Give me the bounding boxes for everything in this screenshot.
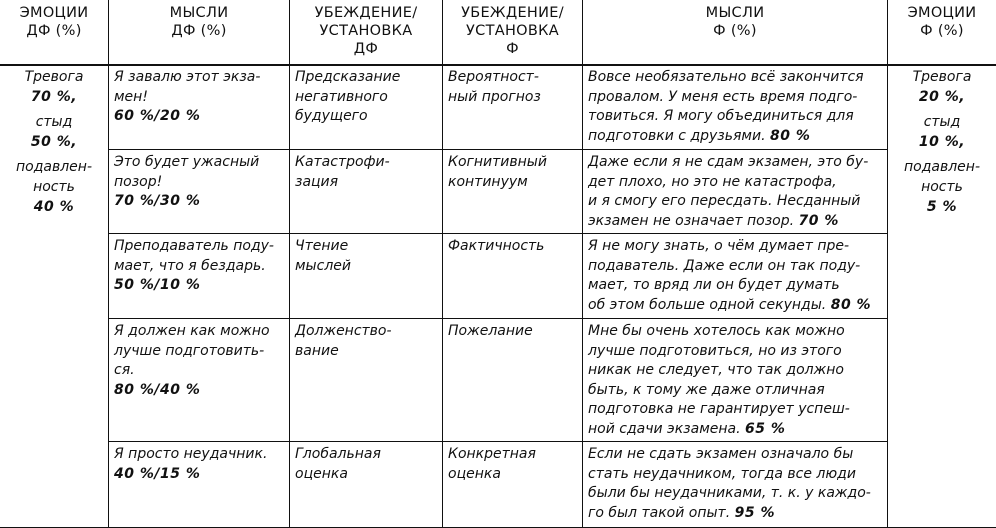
emotion-label: стыд: [923, 114, 961, 131]
thought-line: лучше подготовиться, но из этого: [588, 342, 842, 359]
col-divider-4: [582, 0, 583, 528]
header-text: УСТАНОВКА: [466, 23, 559, 39]
belief-line: негативного: [295, 88, 388, 105]
thought-rating: 70 %/30 %: [114, 193, 201, 210]
thought-line: Я не могу знать, о чём думает пре-: [588, 238, 850, 254]
thought-f-row-4: [588, 322, 884, 440]
belief-df-row-5: [295, 445, 440, 484]
belief-f-row-3: [448, 237, 580, 257]
col-divider-2: [289, 0, 290, 528]
emotion-label: Тревога: [912, 69, 972, 85]
thought-line: подаватель. Даже если он так поду-: [588, 257, 861, 274]
belief-line: оценка: [448, 465, 501, 482]
header-text: Ф: [506, 41, 519, 57]
belief-line: Когнитивный: [448, 154, 547, 170]
thought-line: Вовсе необязательно всё закончится: [588, 69, 864, 85]
emotion-value: 10 %,: [918, 133, 966, 150]
row-divider-4: [108, 441, 887, 442]
belief-df-row-2: [295, 153, 440, 192]
thought-line: мен!: [114, 88, 148, 105]
header-text: УБЕЖДЕНИЕ/: [314, 5, 418, 21]
belief-df-row-4: [295, 322, 440, 361]
thought-rating: 95 %: [734, 504, 775, 521]
emotion-label: Тревога: [24, 69, 84, 85]
belief-line: ный прогноз: [448, 88, 541, 105]
thought-f-row-2: [588, 153, 884, 231]
header-belief-df: [290, 4, 442, 58]
belief-line: Предсказание: [295, 69, 401, 85]
belief-line: мыслей: [295, 257, 351, 274]
header-text: УБЕЖДЕНИЕ/: [461, 5, 564, 21]
thought-f-row-1: [588, 68, 884, 146]
thought-f-row-3: [588, 237, 884, 315]
header-text: Ф (%): [713, 23, 757, 39]
thought-line: Это будет ужасный: [114, 154, 260, 170]
belief-f-row-1: [448, 68, 580, 107]
thought-line: ся.: [114, 362, 135, 379]
thought-line: Я просто неудачник.: [114, 446, 268, 462]
thought-line: подготовки с друзьями.: [588, 127, 766, 144]
emotion-value: 5 %: [926, 198, 958, 215]
thought-line: провалом. У меня есть время подго-: [588, 88, 858, 105]
thought-line: позор!: [114, 173, 163, 190]
belief-df-row-3: [295, 237, 440, 276]
thought-rating: 50 %/10 %: [114, 277, 201, 294]
thought-line: и я смогу его пересдать. Несданный: [588, 193, 861, 210]
emotion-label: ность: [921, 178, 963, 195]
thought-line: были бы неудачниками, т. к. у каждо-: [588, 485, 871, 502]
belief-line: зация: [295, 173, 339, 190]
thought-line: товиться. Я могу объединиться для: [588, 108, 854, 125]
thought-line: Преподаватель поду-: [114, 238, 274, 254]
thought-df-row-5: [114, 445, 286, 484]
emotions-df-cell: [0, 68, 108, 217]
belief-line: континуум: [448, 173, 528, 190]
col-divider-3: [442, 0, 443, 528]
header-text: ЭМОЦИИ: [19, 5, 89, 21]
emotions-f-cell: [888, 68, 996, 217]
emotion-value: 50 %,: [30, 133, 78, 150]
thought-line: никак не следует, что так должно: [588, 362, 844, 379]
header-text: УСТАНОВКА: [319, 23, 413, 39]
emotion-label: ность: [33, 178, 75, 195]
thought-rating: 60 %/20 %: [114, 108, 201, 125]
emotion-label: подавлен-: [16, 159, 92, 176]
col-divider-1: [108, 0, 109, 528]
header-thoughts-df: [109, 4, 289, 40]
thought-line: подготовка не гарантирует успеш-: [588, 401, 850, 418]
thought-rating: 40 %/15 %: [114, 465, 201, 482]
belief-line: Вероятност-: [448, 69, 539, 85]
thought-rating: 80 %: [769, 127, 811, 144]
belief-line: Фактичность: [448, 238, 545, 254]
header-text: ДФ (%): [171, 23, 227, 39]
thought-rating: 65 %: [745, 420, 786, 437]
thought-line: дет плохо, но это не катастрофа,: [588, 173, 837, 190]
thought-f-row-5: [588, 445, 884, 523]
header-separator: [0, 64, 996, 66]
belief-line: будущего: [295, 108, 368, 125]
belief-line: Конкретная: [448, 446, 536, 462]
row-divider-2: [108, 233, 887, 234]
belief-f-row-4: [448, 322, 580, 342]
thought-line: Я завалю этот экза-: [114, 69, 261, 85]
header-thoughts-f: [583, 4, 887, 40]
belief-line: Долженство-: [295, 323, 392, 339]
header-belief-f: [443, 4, 582, 58]
thought-df-row-2: [114, 153, 286, 212]
thought-line: Если не сдать экзамен означало бы: [588, 446, 854, 462]
row-divider-3: [108, 318, 887, 319]
emotion-label: стыд: [35, 114, 73, 131]
header-text: МЫСЛИ: [169, 5, 229, 21]
row-divider-1: [108, 149, 887, 150]
belief-line: Глобальная: [295, 446, 381, 462]
thought-line: Я должен как можно: [114, 323, 270, 339]
belief-line: Чтение: [295, 238, 349, 254]
thought-line: го был такой опыт.: [588, 504, 731, 521]
belief-line: Катастрофи-: [295, 154, 390, 170]
thought-line: об этом больше одной секунды.: [588, 296, 827, 313]
belief-line: оценка: [295, 465, 348, 482]
header-text: МЫСЛИ: [705, 5, 765, 21]
belief-f-row-2: [448, 153, 580, 192]
emotion-value: 40 %: [33, 198, 75, 215]
header-text: ЭМОЦИИ: [907, 5, 977, 21]
emotion-value: 20 %,: [918, 88, 966, 105]
header-emotions-f: [888, 4, 996, 40]
belief-df-row-1: [295, 68, 440, 127]
thought-line: мает, что я бездарь.: [114, 257, 266, 274]
emotion-value: 70 %,: [30, 88, 78, 105]
thought-line: мает, то вряд ли он будет думать: [588, 277, 840, 294]
emotion-label: подавлен-: [904, 159, 980, 176]
thought-line: стать неудачником, тогда все люди: [588, 465, 856, 482]
thought-line: ной сдачи экзамена.: [588, 420, 741, 437]
thought-line: Мне бы очень хотелось как можно: [588, 323, 845, 339]
thought-line: лучше подготовить-: [114, 342, 265, 359]
thought-line: быть, к тому же даже отличная: [588, 381, 825, 398]
header-text: ДФ (%): [26, 23, 82, 39]
header-text: Ф (%): [920, 23, 964, 39]
belief-line: вание: [295, 342, 339, 359]
belief-line: Пожелание: [448, 323, 533, 339]
thought-df-row-3: [114, 237, 286, 296]
thought-rating: 80 %: [830, 296, 872, 313]
belief-f-row-5: [448, 445, 580, 484]
thought-df-row-1: [114, 68, 286, 127]
thought-rating: 70 %: [798, 212, 839, 229]
header-emotions-df: [0, 4, 108, 40]
header-text: ДФ: [353, 41, 379, 57]
thought-line: экзамен не означает позор.: [588, 212, 795, 229]
thought-df-row-4: [114, 322, 286, 400]
thought-rating: 80 %/40 %: [114, 381, 201, 398]
thought-line: Даже если я не сдам экзамен, это бу-: [588, 154, 869, 170]
